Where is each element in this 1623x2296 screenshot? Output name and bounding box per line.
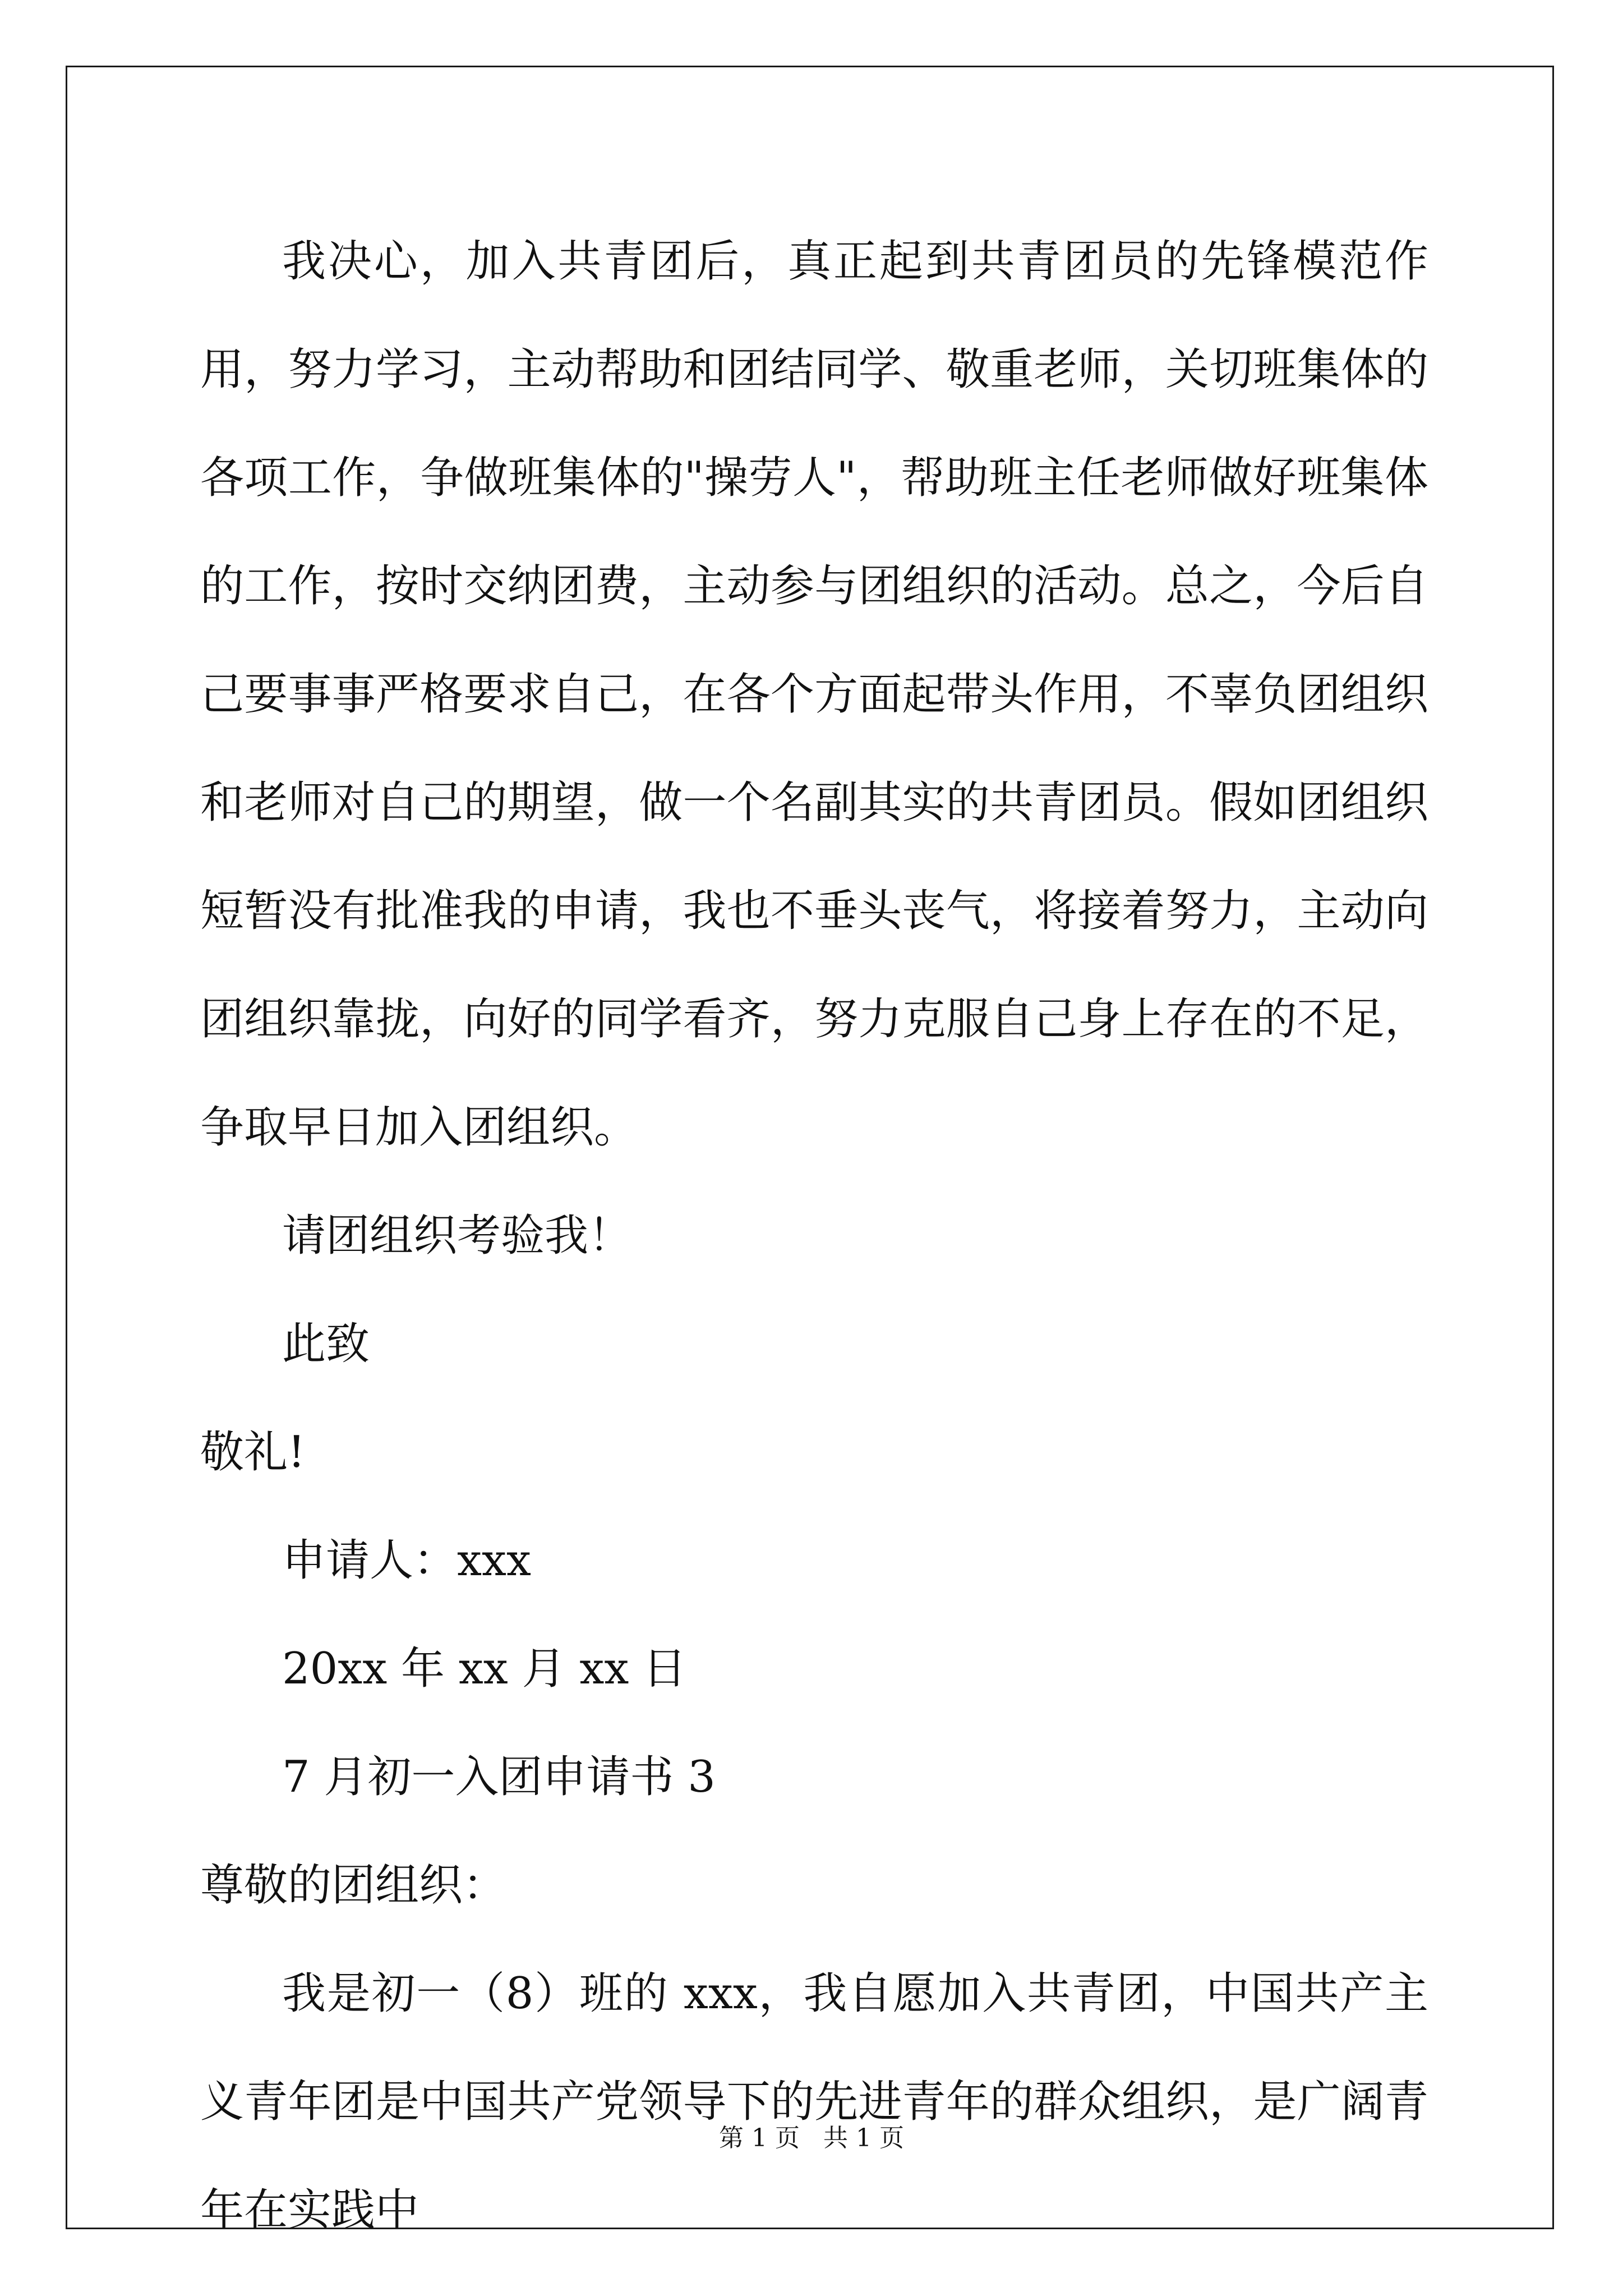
page-footer: 第 1 页 共 1 页: [719, 2124, 904, 2152]
document-body: [200, 208, 1428, 2265]
request-line: 请团组织考验我！: [282, 1211, 633, 1261]
section-heading: 7 月初一入团申请书 3: [282, 1752, 716, 1802]
paragraph-resolution: 我决心，加入共青团后，真正起到共青团员的先锋模范作用，努力学习，主动帮助和团结同学、敬重老师，关切班集体的各项工作，争做班集体的"操劳人"，帮助班主任老师做好班集体的工作，按时交纳团费，主动参与团组织的活动。总之，今后自己要事事严格要求自己，在各个方面起带头作用，不辜负团组织和老师对自己的期望，做一个名副其实的共青团员。假如团组织短暂没有批准我的申请，我也不垂头丧气，将接着努力，主动向团组织靠拢，向好的同学看齐，努力克服自己身上存在的不足，争取早日加入团组织。: [200, 236, 1428, 1153]
date-line: 20xx 年 xx 月 xx 日: [282, 1644, 687, 1694]
closing-cizhi: 此致: [282, 1319, 370, 1369]
salutation-line: 尊敬的团组织：: [200, 1860, 507, 1911]
applicant-line: 申请人：xxx: [282, 1535, 531, 1586]
closing-jingli: 敬礼!: [200, 1427, 306, 1478]
paragraph-intro: 我是初一（8）班的 xxx，我自愿加入共青团，中国共产主义青年团是中国共产党领导下的先进青年的群众组织，是广阔青年在实践中: [200, 1968, 1428, 2235]
